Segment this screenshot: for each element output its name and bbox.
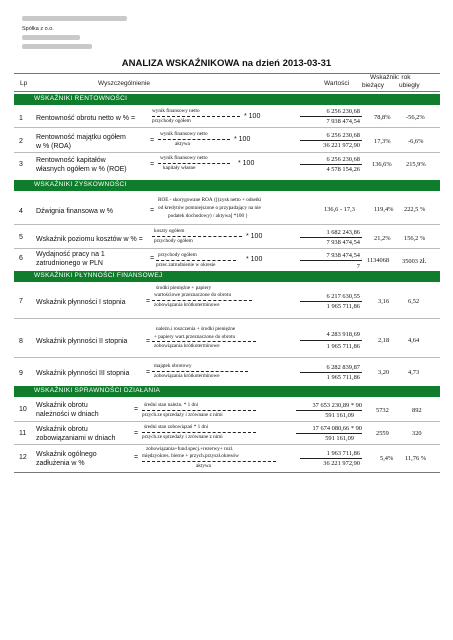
indicator-name: Wskaźnik obrotu <box>36 402 88 409</box>
formula-numerator: średni stan zobowiązań * 1 dni <box>144 424 209 430</box>
value-numerator: 7 938 474,54 <box>326 252 360 259</box>
formula-numerator: majątek obrotowy <box>154 363 192 369</box>
indicator-previous: 222,5 <box>404 206 419 213</box>
row-separator <box>14 318 440 319</box>
indicator-previous: 4,64 <box>408 337 420 344</box>
indicator-previous: 320 <box>412 430 422 437</box>
row-separator <box>14 444 440 445</box>
value-denominator: 1 965 711,86 <box>326 303 360 310</box>
formula-denominator: przych.ze sprzedaży i zrównane z nimi <box>142 412 223 418</box>
row-number: 9 <box>19 370 23 377</box>
indicator-name-line2: własnych ogółem w % (ROE) <box>36 166 127 173</box>
fraction-line <box>142 461 276 462</box>
formula-numerator: środki pieniężne + papiery <box>156 285 212 291</box>
formula-denominator: kapitały własne <box>163 165 196 171</box>
unit: % <box>419 114 425 121</box>
unit: % <box>420 206 426 213</box>
formula-numerator-line2: wartościowe przeznaczone do obrotu <box>154 292 232 298</box>
indicator-name: Wskaźnik poziomu kosztów w % = <box>36 236 143 243</box>
indicator-name: Dźwignia finansowa w % <box>36 208 114 215</box>
unit: % <box>420 161 426 168</box>
unit: % <box>385 235 391 242</box>
indicator-name: Rentowność majątku ogółem <box>36 134 126 141</box>
value-denominator: 4 578 154,26 <box>326 166 360 173</box>
row-separator <box>14 152 440 153</box>
formula-numerator-line2: międzyokres. bierne + przych.przyszł.okresów <box>142 453 239 459</box>
formula-line: od kredytów pomniejszone o przypadający na nie <box>158 205 261 211</box>
col-value: Wartości <box>324 80 350 87</box>
address-blurred <box>22 35 80 40</box>
unit: % <box>418 138 424 145</box>
unit: % <box>420 455 427 462</box>
row-number: 12 <box>19 454 27 461</box>
value-line <box>300 237 362 238</box>
unit: % <box>420 235 426 242</box>
unit: % <box>386 161 392 168</box>
indicator-previous: 11,76 <box>405 455 420 462</box>
col-indicator: Wskaźnik: rok <box>370 74 411 81</box>
value-line <box>300 340 362 341</box>
col-current: bieżący <box>362 82 385 89</box>
value-numerator: 6 256 230,68 <box>326 156 360 163</box>
value-numerator: 4 283 918,69 <box>326 331 360 338</box>
indicator-current: 119,4 <box>374 206 389 213</box>
row-number: 11 <box>19 430 27 437</box>
row-separator <box>14 421 440 422</box>
formula-numerator-line2: + papiery wart.przeznaczone do obrotu <box>154 334 236 340</box>
row-number: 2 <box>19 138 23 145</box>
section-title: WSKAŹNIKI PŁYNNOŚCI FINANSOWEJ <box>34 272 163 279</box>
indicator-current: 136,6 <box>372 161 387 168</box>
formula-numerator: wynik finansowy netto <box>152 108 200 114</box>
value-line <box>300 458 362 459</box>
value-denominator: 591 161,09 <box>325 412 354 419</box>
row-number: 5 <box>19 234 23 241</box>
section-band-leverage <box>14 180 440 191</box>
col-description: Wyszczególnienie <box>98 80 150 87</box>
value-denominator: 1 965 711,86 <box>326 343 360 350</box>
section-title: WSKAŹNIKI SPRAWNOŚCI DZIAŁANIA <box>34 387 161 394</box>
formula-multiplier: * 100 <box>246 233 263 240</box>
indicator-name-line2: należności w dniach <box>36 411 99 418</box>
formula-denominator: przychody ogółem <box>154 238 193 244</box>
unit: % <box>388 206 394 213</box>
value-line <box>300 164 362 165</box>
indicator-name: Wskaźnik ogólnego <box>36 451 97 458</box>
formula-numerator: średni stan należn. * 1 dni <box>144 402 199 408</box>
indicator-name: Wskaźnik płynności III stopnia <box>36 370 130 377</box>
row-number: 1 <box>19 115 23 122</box>
indicator-name-line2: zobowiązaniami w dniach <box>36 435 116 442</box>
value-numerator: 6 217 630,55 <box>326 293 360 300</box>
value-numerator: 6 256 230,68 <box>326 132 360 139</box>
indicator-current: 3,16 <box>378 298 390 305</box>
value-line <box>300 140 362 141</box>
row-number: 10 <box>19 406 27 413</box>
section-band-liquidity <box>14 271 440 282</box>
indicator-current: 3,20 <box>378 369 390 376</box>
formula-numerator: wynik finansowy netto <box>160 155 208 161</box>
unit: % <box>385 114 391 121</box>
value-line <box>300 301 362 302</box>
indicator-current: 2559 <box>376 430 389 437</box>
row-separator <box>14 357 440 358</box>
fraction-line <box>152 236 242 237</box>
indicator-previous: 892 <box>412 407 422 414</box>
section-band-efficiency <box>14 386 440 397</box>
fraction-line <box>142 432 256 433</box>
indicator-name-line2: zatrudnionego w PLN <box>36 260 103 267</box>
fraction-line <box>152 371 248 372</box>
indicator-previous: 215,9 <box>406 161 421 168</box>
header-bottom-rule <box>14 91 440 92</box>
value-denominator: 36 221 972,90 <box>323 142 360 149</box>
fraction-line <box>158 139 230 140</box>
row-number: 7 <box>19 298 23 305</box>
value-denominator: 7 <box>356 263 360 270</box>
formula-multiplier: * 100 <box>246 256 263 263</box>
indicator-current: 17,3 <box>374 138 386 145</box>
row-number: 4 <box>19 208 23 215</box>
section-title: WSKAŹNIKI RENTOWNOŚCI <box>34 95 128 102</box>
value-line <box>296 433 362 434</box>
indicator-current: 5732 <box>376 407 389 414</box>
unit: % <box>388 455 394 462</box>
unit: % <box>385 138 391 145</box>
indicator-current: 5,4 <box>380 455 388 462</box>
value-line <box>300 260 362 261</box>
address-blurred-2 <box>22 44 92 49</box>
company-name: Spółka z o.o. <box>22 26 54 32</box>
indicator-name: Wydajność pracy na 1 <box>36 251 105 258</box>
indicator-name: Rentowność kapitałów <box>36 157 106 164</box>
row-separator <box>14 127 440 128</box>
indicator-previous: 6,52 <box>408 298 420 305</box>
formula-line: ROE - skorygowane ROA {[(zysk netto + odsetki <box>158 197 262 203</box>
value-denominator: 1 965 711,86 <box>326 374 360 381</box>
value-line <box>300 372 362 373</box>
fraction-line <box>158 163 230 164</box>
indicator-previous: 35003 <box>402 258 418 265</box>
formula-numerator: koszty ogółem <box>154 228 185 234</box>
fraction-line <box>152 116 240 117</box>
row-number: 6 <box>19 255 23 262</box>
fraction-line <box>152 341 256 342</box>
formula-numerator: zobowiązania+fund.specj.+rezerwy+ rozl. <box>146 446 234 452</box>
formula-numerator: przychody ogółem <box>158 252 197 258</box>
unit: zł. <box>419 257 427 265</box>
formula-denominator: zobowiązania krótkoterminowe <box>154 302 220 308</box>
value-numerator: 37 653 230,89 * 90 <box>312 402 362 409</box>
indicator-name: Wskaźnik obrotu <box>36 426 88 433</box>
row-number: 3 <box>19 161 23 168</box>
indicator-name: Wskaźnik płynności I stopnia <box>36 299 126 306</box>
value-numerator: 6 256 230,68 <box>326 108 360 115</box>
formula-denominator: aktywa <box>196 463 211 469</box>
value-expression: 136,6 - 17,3 <box>324 206 355 213</box>
formula-multiplier: * 100 <box>234 136 251 143</box>
formula-numerator: należn.i roszczenia + środki pieniężne <box>156 326 236 332</box>
row-separator <box>14 224 440 225</box>
formula-line: podatek dochodowy) / aktywa] *100 } <box>168 213 248 219</box>
formula-denominator: przych.ze sprzedaży i zrównane z nimi <box>142 434 223 440</box>
value-numerator: 6 282 839,87 <box>326 364 360 371</box>
formula-denominator: przec.zatrudnienie w okresie <box>156 262 216 268</box>
formula-denominator: aktywa <box>175 141 190 147</box>
col-lp: Lp <box>20 80 28 87</box>
formula-multiplier: * 100 <box>238 160 255 167</box>
formula-denominator: przychody ogółem <box>152 118 191 124</box>
indicator-current: 2,18 <box>378 337 390 344</box>
fraction-line <box>156 260 236 261</box>
value-numerator: 17 674 080,66 * 90 <box>312 425 362 432</box>
row-separator <box>14 248 440 249</box>
indicator-current: 21,2 <box>374 235 386 242</box>
indicator-name-line2: zadłużenia w % <box>36 460 85 467</box>
indicator-name-line2: w % (ROA) <box>36 143 71 150</box>
value-denominator: 591 161,09 <box>325 435 354 442</box>
value-line <box>296 410 362 411</box>
formula-denominator: zobowiązania krótkoterminowe <box>154 343 220 349</box>
table-bottom-rule <box>14 472 440 473</box>
formula-numerator: wynik finansowy netto <box>160 131 208 137</box>
col-previous: ubiegły <box>399 82 420 89</box>
indicator-previous: 156,2 <box>404 235 419 242</box>
row-number: 8 <box>19 338 23 345</box>
indicator-previous: -6,6 <box>408 138 419 145</box>
value-denominator: 7 938 474,54 <box>326 118 360 125</box>
section-band-profitability <box>14 94 440 105</box>
value-line <box>300 116 362 117</box>
indicator-current: 1134068 <box>367 257 390 264</box>
indicator-name: Rentowność obrotu netto w % = <box>36 115 136 122</box>
value-denominator: 7 938 474,54 <box>326 239 360 246</box>
value-numerator: 1 682 243,86 <box>326 229 360 236</box>
section-title: WSKAŹNIKI ZYSKOWNOŚCI <box>34 181 127 188</box>
indicator-name: Wskaźnik płynności II stopnia <box>36 338 128 345</box>
value-numerator: 1 963 711,86 <box>326 450 360 457</box>
indicator-current: 78,8 <box>374 114 386 121</box>
formula-denominator: zobowiązania krótkoterminowe <box>154 373 220 379</box>
page-title: ANALIZA WSKAŹNIKOWA na dzień 2013-03-31 <box>121 58 332 69</box>
value-denominator: 36 221 972,90 <box>323 460 360 467</box>
fraction-line <box>142 410 256 411</box>
formula-multiplier: * 100 <box>244 113 261 120</box>
indicator-previous: -56,2 <box>406 114 420 121</box>
indicator-previous: 4,73 <box>408 369 420 376</box>
fraction-line <box>152 300 252 301</box>
